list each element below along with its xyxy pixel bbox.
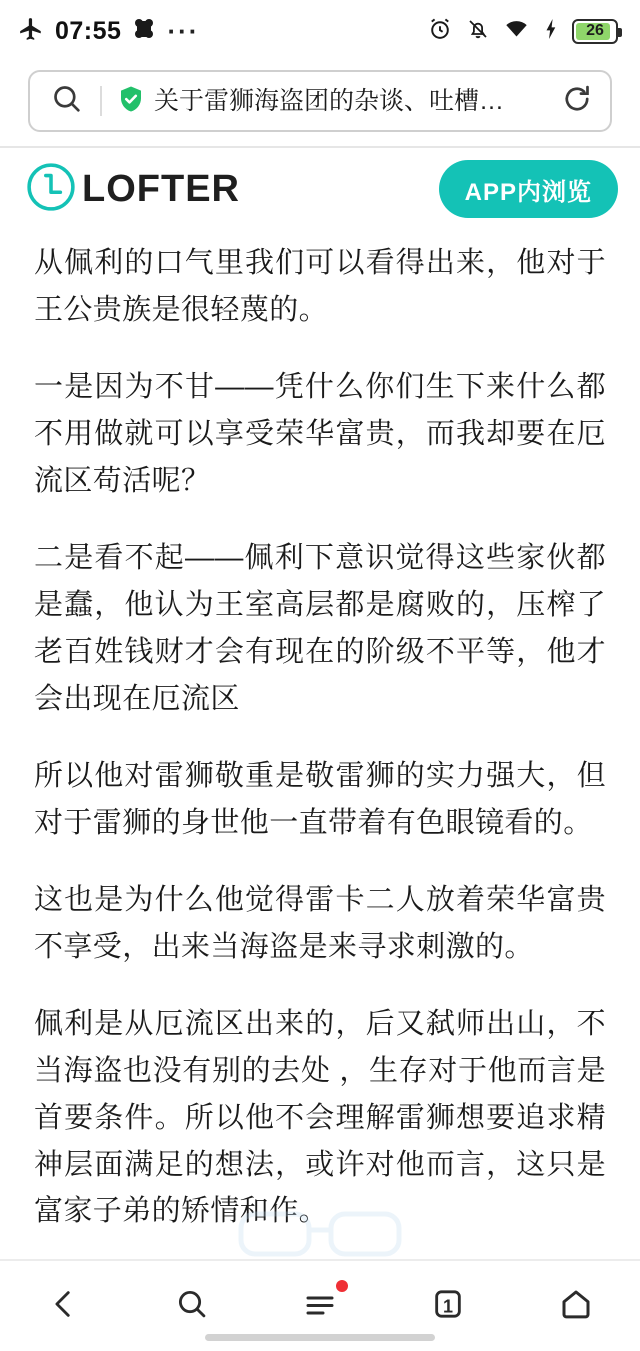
open-in-app-button[interactable]: APP内浏览: [439, 160, 618, 218]
address-bar-divider: [100, 86, 102, 116]
article-paragraph: 这也是为什么他觉得雷卡二人放着荣华富贵不享受，出来当海盗是来寻求刺激的。: [34, 883, 606, 963]
article-paragraph: 所以他对雷狮敬重是敬雷狮的实力强大，但对于雷狮的身世他一直带着有色眼镜看的。: [34, 759, 606, 839]
charging-bolt-icon: [543, 17, 559, 46]
search-icon[interactable]: [50, 82, 84, 121]
tab-count-label: 1: [442, 1296, 454, 1317]
status-bar-left: [18, 16, 199, 47]
airplane-icon: [18, 16, 44, 47]
more-dots-icon: ···: [167, 16, 200, 46]
search-icon: [175, 1287, 209, 1326]
nav-tabs-button[interactable]: [402, 1270, 494, 1342]
status-bar-right: [427, 16, 618, 47]
status-time: 07:55: [55, 16, 122, 45]
address-bar-container: [0, 62, 640, 146]
battery-level: 26: [586, 22, 604, 39]
bell-muted-icon: [466, 17, 490, 46]
lofter-logo-icon: [26, 162, 76, 217]
site-header: [0, 148, 640, 230]
decorative-glasses-icon: [235, 1204, 405, 1265]
home-pentagon-icon: [558, 1286, 594, 1327]
wifi-icon: [503, 17, 530, 46]
address-bar-url[interactable]: 关于雷狮海盗团的杂谈、吐槽…: [154, 87, 505, 115]
chevron-left-icon: [47, 1287, 81, 1326]
web-page-content: [0, 148, 640, 1351]
battery-indicator: [572, 19, 618, 44]
shield-check-icon: [116, 84, 146, 119]
menu-lines-icon: [302, 1286, 338, 1327]
nav-search-button[interactable]: [146, 1270, 238, 1342]
lofter-logo-text: LOFTER: [82, 167, 240, 210]
article-paragraph: 佩利是从厄流区出来的，后又弑师出山，不当海盗也没有别的去处 ，生存对于他而言是首要条件。所以他不会理解雷狮想要追求精神层面满足的想法，或许对他而言，这只是富家子弟的矫情和作。: [34, 1007, 606, 1228]
nav-back-button[interactable]: [18, 1270, 110, 1342]
menu-notification-badge: [336, 1280, 348, 1292]
article-paragraph: 一是因为不甘——凭什么你们生下来什么都不用做就可以享受荣华富贵，而我却要在厄流区苟活呢？: [34, 370, 606, 497]
address-bar[interactable]: [28, 70, 612, 132]
lofter-logo[interactable]: [26, 162, 240, 217]
status-bar: [0, 0, 640, 62]
reload-icon[interactable]: [560, 82, 594, 121]
nav-home-button[interactable]: [530, 1270, 622, 1342]
nav-menu-button[interactable]: [274, 1270, 366, 1342]
article-body: [0, 230, 640, 1235]
app-badge-icon: [132, 17, 156, 46]
article-paragraph: 二是看不起——佩利下意识觉得这些家伙都是蠢，他认为王室高层都是腐败的，压榨了老百姓钱财才会有现在的阶级不平等，他才会出现在厄流区: [34, 541, 606, 715]
home-indicator[interactable]: [205, 1334, 435, 1341]
alarm-clock-icon: [427, 16, 453, 47]
article-paragraph: 从佩利的口气里我们可以看得出来，他对于王公贵族是很轻蔑的。: [34, 247, 606, 326]
